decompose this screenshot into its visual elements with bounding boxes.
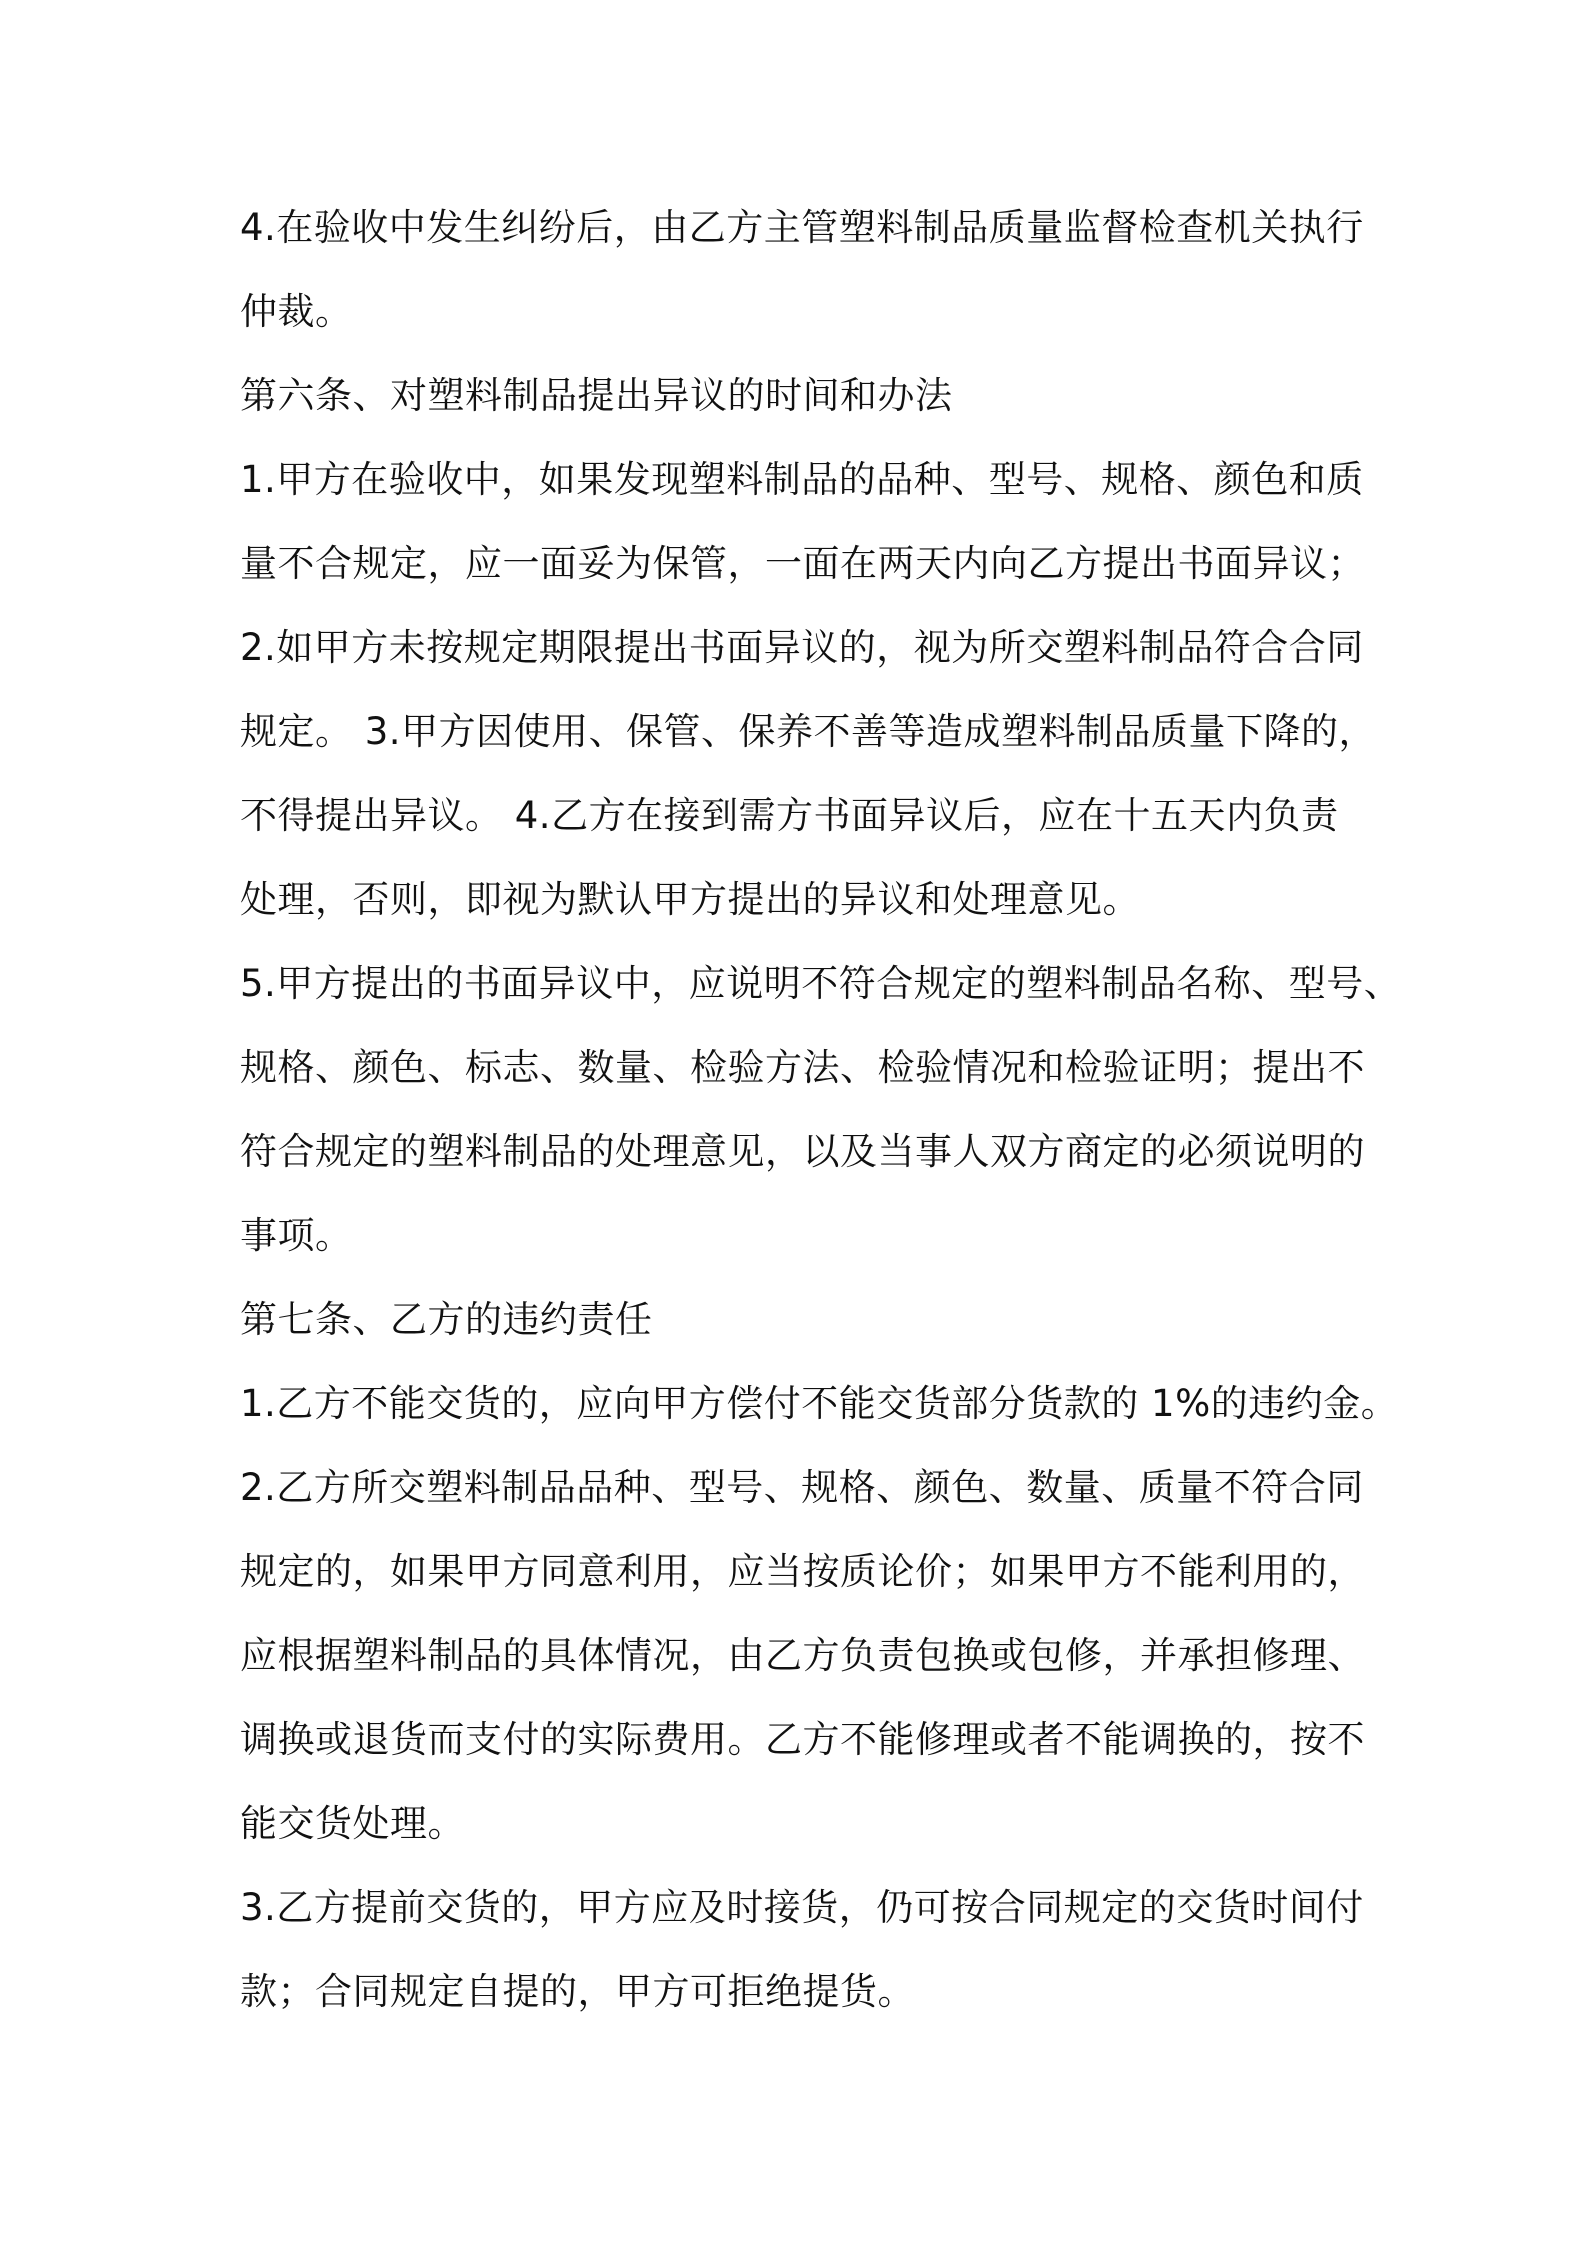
text-line: 2.如甲方未按规定期限提出书面异议的，视为所交塑料制品符合合同 [240, 626, 1364, 669]
text-line: 量不合规定，应一面妥为保管，一面在两天内向乙方提出书面异议； [240, 542, 1365, 585]
text-line: 1.乙方不能交货的，应向甲方偿付不能交货部分货款的 1%的违约金。 [240, 1382, 1399, 1425]
text-line: 4.在验收中发生纠纷后，由乙方主管塑料制品质量监督检查机关执行 [240, 206, 1364, 249]
text-line: 款；合同规定自提的，甲方可拒绝提货。 [240, 1970, 915, 2013]
text-line: 能交货处理。 [240, 1802, 465, 1845]
text-line: 应根据塑料制品的具体情况，由乙方负责包换或包修，并承担修理、 [240, 1634, 1365, 1677]
text-line: 符合规定的塑料制品的处理意见，以及当事人双方商定的必须说明的 [240, 1130, 1365, 1173]
text-line: 规格、颜色、标志、数量、检验方法、检验情况和检验证明；提出不 [240, 1046, 1365, 1089]
text-line: 处理，否则，即视为默认甲方提出的异议和处理意见。 [240, 878, 1140, 921]
section-heading: 第七条、乙方的违约责任 [240, 1298, 653, 1341]
text-line: 不得提出异议。 4.乙方在接到需方书面异议后，应在十五天内负责 [240, 794, 1339, 837]
section-heading: 第六条、对塑料制品提出异议的时间和办法 [240, 374, 953, 417]
text-line: 3.乙方提前交货的，甲方应及时接货，仍可按合同规定的交货时间付 [240, 1886, 1364, 1929]
text-line: 5.甲方提出的书面异议中，应说明不符合规定的塑料制品名称、型号、 [240, 962, 1402, 1005]
text-line: 事项。 [240, 1214, 353, 1257]
text-line: 规定。 3.甲方因使用、保管、保养不善等造成塑料制品质量下降的， [240, 710, 1377, 753]
text-line: 调换或退货而支付的实际费用。乙方不能修理或者不能调换的，按不 [240, 1718, 1365, 1761]
text-line: 规定的，如果甲方同意利用，应当按质论价；如果甲方不能利用的， [240, 1550, 1365, 1593]
text-line: 2.乙方所交塑料制品品种、型号、规格、颜色、数量、质量不符合同 [240, 1466, 1364, 1509]
text-line: 1.甲方在验收中，如果发现塑料制品的品种、型号、规格、颜色和质 [240, 458, 1364, 501]
text-line: 仲裁。 [240, 290, 353, 333]
